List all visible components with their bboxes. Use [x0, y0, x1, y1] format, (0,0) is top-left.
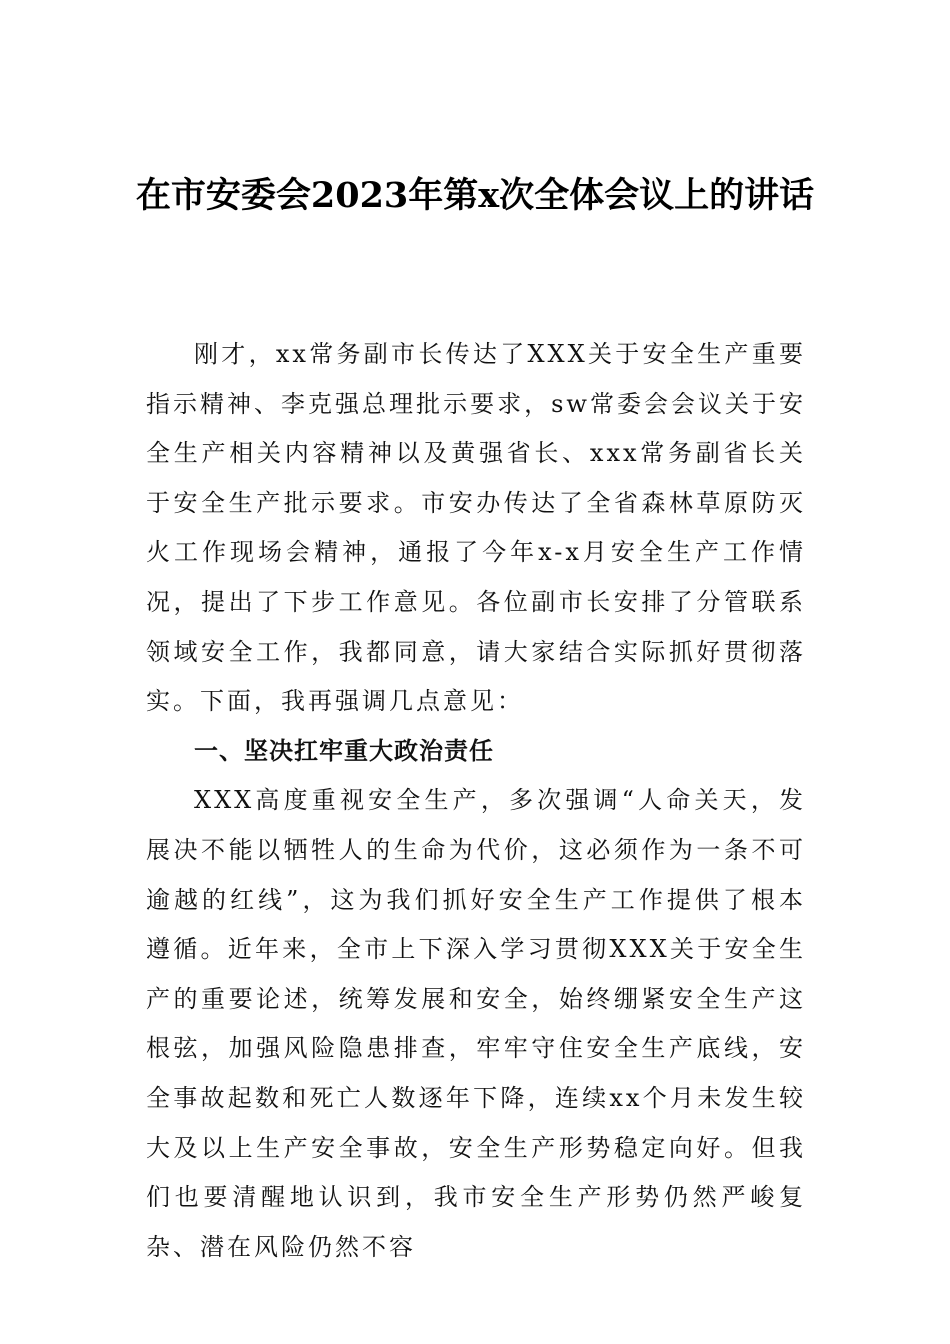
section-paragraph: XXX高度重视安全生产，多次强调“人命关天，发展决不能以牺牲人的生命为代价，这必须作为一条不可逾越的红线”，这为我们抓好安全生产工作提供了根本遵循。近年来，全市上下深入学习贯彻XXX关于安全生产的重要论述，统筹发展和安全，始终绷紧安全生产这根弦，加强风险隐患排查，牢牢守住安全生产底线，安全事故起数和死亡人数逐年下降，连续xx个月未发生较大及以上生产安全事故，安全生产形势稳定向好。但我们也要清醒地认识到，我市安全生产形势仍然严峻复杂、潜在风险仍然不容: [146, 786, 806, 1261]
opening-paragraph: 刚才，xx常务副市长传达了XXX关于安全生产重要指示精神、李克强总理批示要求，sw常委会会议关于安全生产相关内容精神以及黄强省长、xxx常务副省长关于安全生产批示要求。市安办传达了全省森林草原防灭火工作现场会精神，通报了今年x-x月安全生产工作情况，提出了下步工作意见。各位副市长安排了分管联系领域安全工作，我都同意，请大家结合实际抓好贯彻落实。下面，我再强调几点意见：: [146, 340, 806, 716]
document-title: 在市安委会2023年第x次全体会议上的讲话: [135, 175, 815, 216]
section-heading: 一、坚决扛牢重大政治责任: [194, 736, 494, 765]
document-body: [146, 330, 806, 1272]
